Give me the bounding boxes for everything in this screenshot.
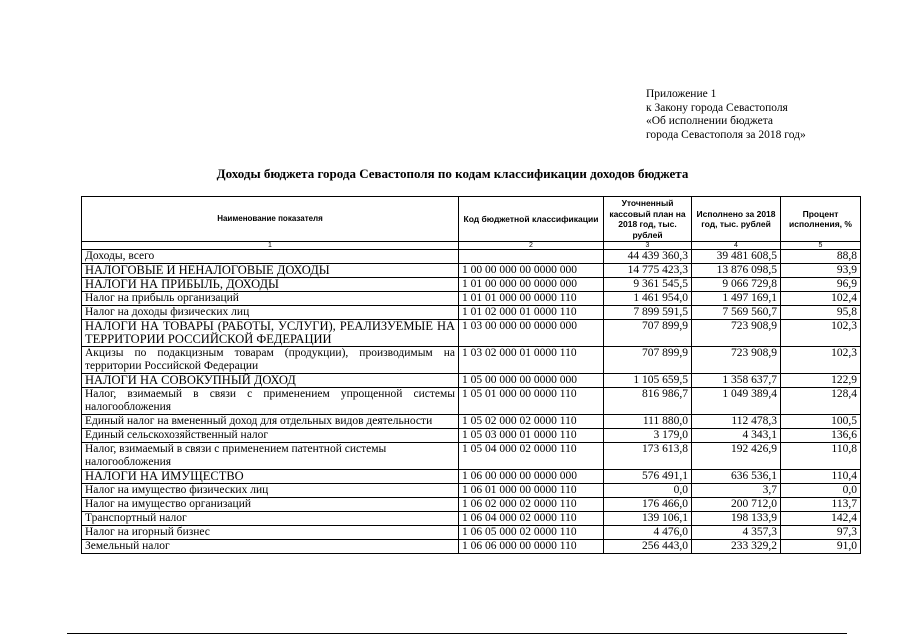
- row-plan: 256 443,0: [604, 540, 692, 554]
- row-name: Налог, взимаемый в связи с применением патентной системы налогообложения: [82, 443, 459, 470]
- column-number: 1: [82, 242, 459, 250]
- row-plan: 4 476,0: [604, 526, 692, 540]
- table-header-row: [82, 197, 861, 242]
- header-name: Наименование показателя: [82, 197, 459, 242]
- table-row: [82, 320, 861, 347]
- row-percent: 113,7: [781, 498, 861, 512]
- row-percent: 128,4: [781, 388, 861, 415]
- appendix-line: города Севастополя за 2018 год»: [646, 128, 806, 141]
- row-code: 1 06 01 000 00 0000 110: [459, 484, 604, 498]
- row-code: 1 06 04 000 02 0000 110: [459, 512, 604, 526]
- row-code: 1 05 03 000 01 0000 110: [459, 429, 604, 443]
- row-percent: 110,4: [781, 470, 861, 484]
- row-name: Транспортный налог: [82, 512, 459, 526]
- table-row: [82, 429, 861, 443]
- table-row: [82, 264, 861, 278]
- row-code: 1 00 00 000 00 0000 000: [459, 264, 604, 278]
- column-number-row: [82, 242, 861, 250]
- header-percent: Процент исполнения, %: [781, 197, 861, 242]
- header-plan: Уточненный кассовый план на 2018 год, тыс. рублей: [604, 197, 692, 242]
- row-name: Налог на игорный бизнес: [82, 526, 459, 540]
- row-percent: 93,9: [781, 264, 861, 278]
- row-executed: 3,7: [692, 484, 781, 498]
- row-percent: 142,4: [781, 512, 861, 526]
- table-row: [82, 347, 861, 374]
- appendix-line: «Об исполнении бюджета: [646, 115, 774, 127]
- row-executed: 636 536,1: [692, 470, 781, 484]
- row-code: 1 05 01 000 00 0000 110: [459, 388, 604, 415]
- column-number: 4: [692, 242, 781, 250]
- row-percent: 88,8: [781, 250, 861, 264]
- appendix-line: Приложение 1: [646, 88, 717, 100]
- row-name: Налог на имущество организаций: [82, 498, 459, 512]
- row-code: 1 06 05 000 02 0000 110: [459, 526, 604, 540]
- row-code: 1 05 02 000 02 0000 110: [459, 415, 604, 429]
- row-code: 1 06 00 000 00 0000 000: [459, 470, 604, 484]
- revenue-table: [81, 196, 861, 554]
- header-code: Код бюджетной классификации: [459, 197, 604, 242]
- row-executed: 9 066 729,8: [692, 278, 781, 292]
- table-row: [82, 388, 861, 415]
- row-percent: 102,3: [781, 347, 861, 374]
- row-executed: 112 478,3: [692, 415, 781, 429]
- column-number: 2: [459, 242, 604, 250]
- row-plan: 9 361 545,5: [604, 278, 692, 292]
- row-executed: 4 343,1: [692, 429, 781, 443]
- row-percent: 97,3: [781, 526, 861, 540]
- row-plan: 707 899,9: [604, 347, 692, 374]
- row-name: НАЛОГИ НА ТОВАРЫ (РАБОТЫ, УСЛУГИ), РЕАЛИЗУЕМЫЕ НА ТЕРРИТОРИИ РОССИЙСКОЙ ФЕДЕРАЦИИ: [82, 320, 459, 347]
- appendix-line: к Закону города Севастополя: [646, 101, 788, 114]
- row-executed: 192 426,9: [692, 443, 781, 470]
- row-plan: 44 439 360,3: [604, 250, 692, 264]
- row-plan: 111 880,0: [604, 415, 692, 429]
- row-executed: 198 133,9: [692, 512, 781, 526]
- row-plan: 707 899,9: [604, 320, 692, 347]
- row-executed: 723 908,9: [692, 347, 781, 374]
- table-row: [82, 292, 861, 306]
- row-code: 1 06 06 000 00 0000 110: [459, 540, 604, 554]
- row-plan: 3 179,0: [604, 429, 692, 443]
- row-name: Налог на имущество физических лиц: [82, 484, 459, 498]
- row-plan: 7 899 591,5: [604, 306, 692, 320]
- row-executed: 723 908,9: [692, 320, 781, 347]
- row-plan: 176 466,0: [604, 498, 692, 512]
- row-percent: 102,4: [781, 292, 861, 306]
- row-percent: 100,5: [781, 415, 861, 429]
- table-row: [82, 526, 861, 540]
- row-name: Налог, взимаемый в связи с применением упрощенной системы налогообложения: [82, 388, 459, 415]
- page-bottom-rule: [67, 633, 847, 634]
- row-name: Акцизы по подакцизным товарам (продукции), производимым на территории Российской Федерации: [82, 347, 459, 374]
- row-percent: 102,3: [781, 320, 861, 347]
- row-plan: 139 106,1: [604, 512, 692, 526]
- row-executed: 1 497 169,1: [692, 292, 781, 306]
- table-row: [82, 374, 861, 388]
- row-name: НАЛОГОВЫЕ И НЕНАЛОГОВЫЕ ДОХОДЫ: [82, 264, 459, 278]
- row-plan: 1 105 659,5: [604, 374, 692, 388]
- row-plan: 1 461 954,0: [604, 292, 692, 306]
- document-title: Доходы бюджета города Севастополя по кодам классификации доходов бюджета: [216, 166, 689, 181]
- row-executed: 1 358 637,7: [692, 374, 781, 388]
- table-row: [82, 443, 861, 470]
- row-name: Земельный налог: [82, 540, 459, 554]
- row-executed: 4 357,3: [692, 526, 781, 540]
- row-code: 1 01 00 000 00 0000 000: [459, 278, 604, 292]
- row-name: Налог на доходы физических лиц: [82, 306, 459, 320]
- table-row: [82, 415, 861, 429]
- row-code: 1 01 01 000 00 0000 110: [459, 292, 604, 306]
- row-executed: 39 481 608,5: [692, 250, 781, 264]
- table-row: [82, 306, 861, 320]
- row-percent: 136,6: [781, 429, 861, 443]
- row-executed: 13 876 098,5: [692, 264, 781, 278]
- row-percent: 95,8: [781, 306, 861, 320]
- appendix-note: [646, 88, 806, 142]
- row-name: Единый сельскохозяйственный налог: [82, 429, 459, 443]
- table-row: [82, 278, 861, 292]
- row-name: Доходы, всего: [82, 250, 459, 264]
- row-code: 1 01 02 000 01 0000 110: [459, 306, 604, 320]
- row-plan: 0,0: [604, 484, 692, 498]
- row-plan: 14 775 423,3: [604, 264, 692, 278]
- row-name: НАЛОГИ НА СОВОКУПНЫЙ ДОХОД: [82, 374, 459, 388]
- row-code: 1 03 00 000 00 0000 000: [459, 320, 604, 347]
- row-name: НАЛОГИ НА ПРИБЫЛЬ, ДОХОДЫ: [82, 278, 459, 292]
- row-percent: 122,9: [781, 374, 861, 388]
- row-code: 1 05 00 000 00 0000 000: [459, 374, 604, 388]
- header-executed: Исполнено за 2018 год, тыс. рублей: [692, 197, 781, 242]
- row-code: 1 03 02 000 01 0000 110: [459, 347, 604, 374]
- table-row: [82, 540, 861, 554]
- table-row: [82, 498, 861, 512]
- row-plan: 816 986,7: [604, 388, 692, 415]
- row-code: 1 06 02 000 02 0000 110: [459, 498, 604, 512]
- row-executed: 1 049 389,4: [692, 388, 781, 415]
- row-executed: 233 329,2: [692, 540, 781, 554]
- row-executed: 200 712,0: [692, 498, 781, 512]
- table-row: [82, 470, 861, 484]
- row-name: Налог на прибыль организаций: [82, 292, 459, 306]
- row-name: Единый налог на вмененный доход для отдельных видов деятельности: [82, 415, 459, 429]
- row-code: 1 05 04 000 02 0000 110: [459, 443, 604, 470]
- row-executed: 7 569 560,7: [692, 306, 781, 320]
- row-name: НАЛОГИ НА ИМУЩЕСТВО: [82, 470, 459, 484]
- row-plan: 576 491,1: [604, 470, 692, 484]
- table-row: [82, 484, 861, 498]
- row-percent: 91,0: [781, 540, 861, 554]
- column-number: 5: [781, 242, 861, 250]
- row-code: [459, 250, 604, 264]
- table-row: [82, 512, 861, 526]
- row-plan: 173 613,8: [604, 443, 692, 470]
- row-percent: 96,9: [781, 278, 861, 292]
- row-percent: 110,8: [781, 443, 861, 470]
- row-percent: 0,0: [781, 484, 861, 498]
- table-row: [82, 250, 861, 264]
- column-number: 3: [604, 242, 692, 250]
